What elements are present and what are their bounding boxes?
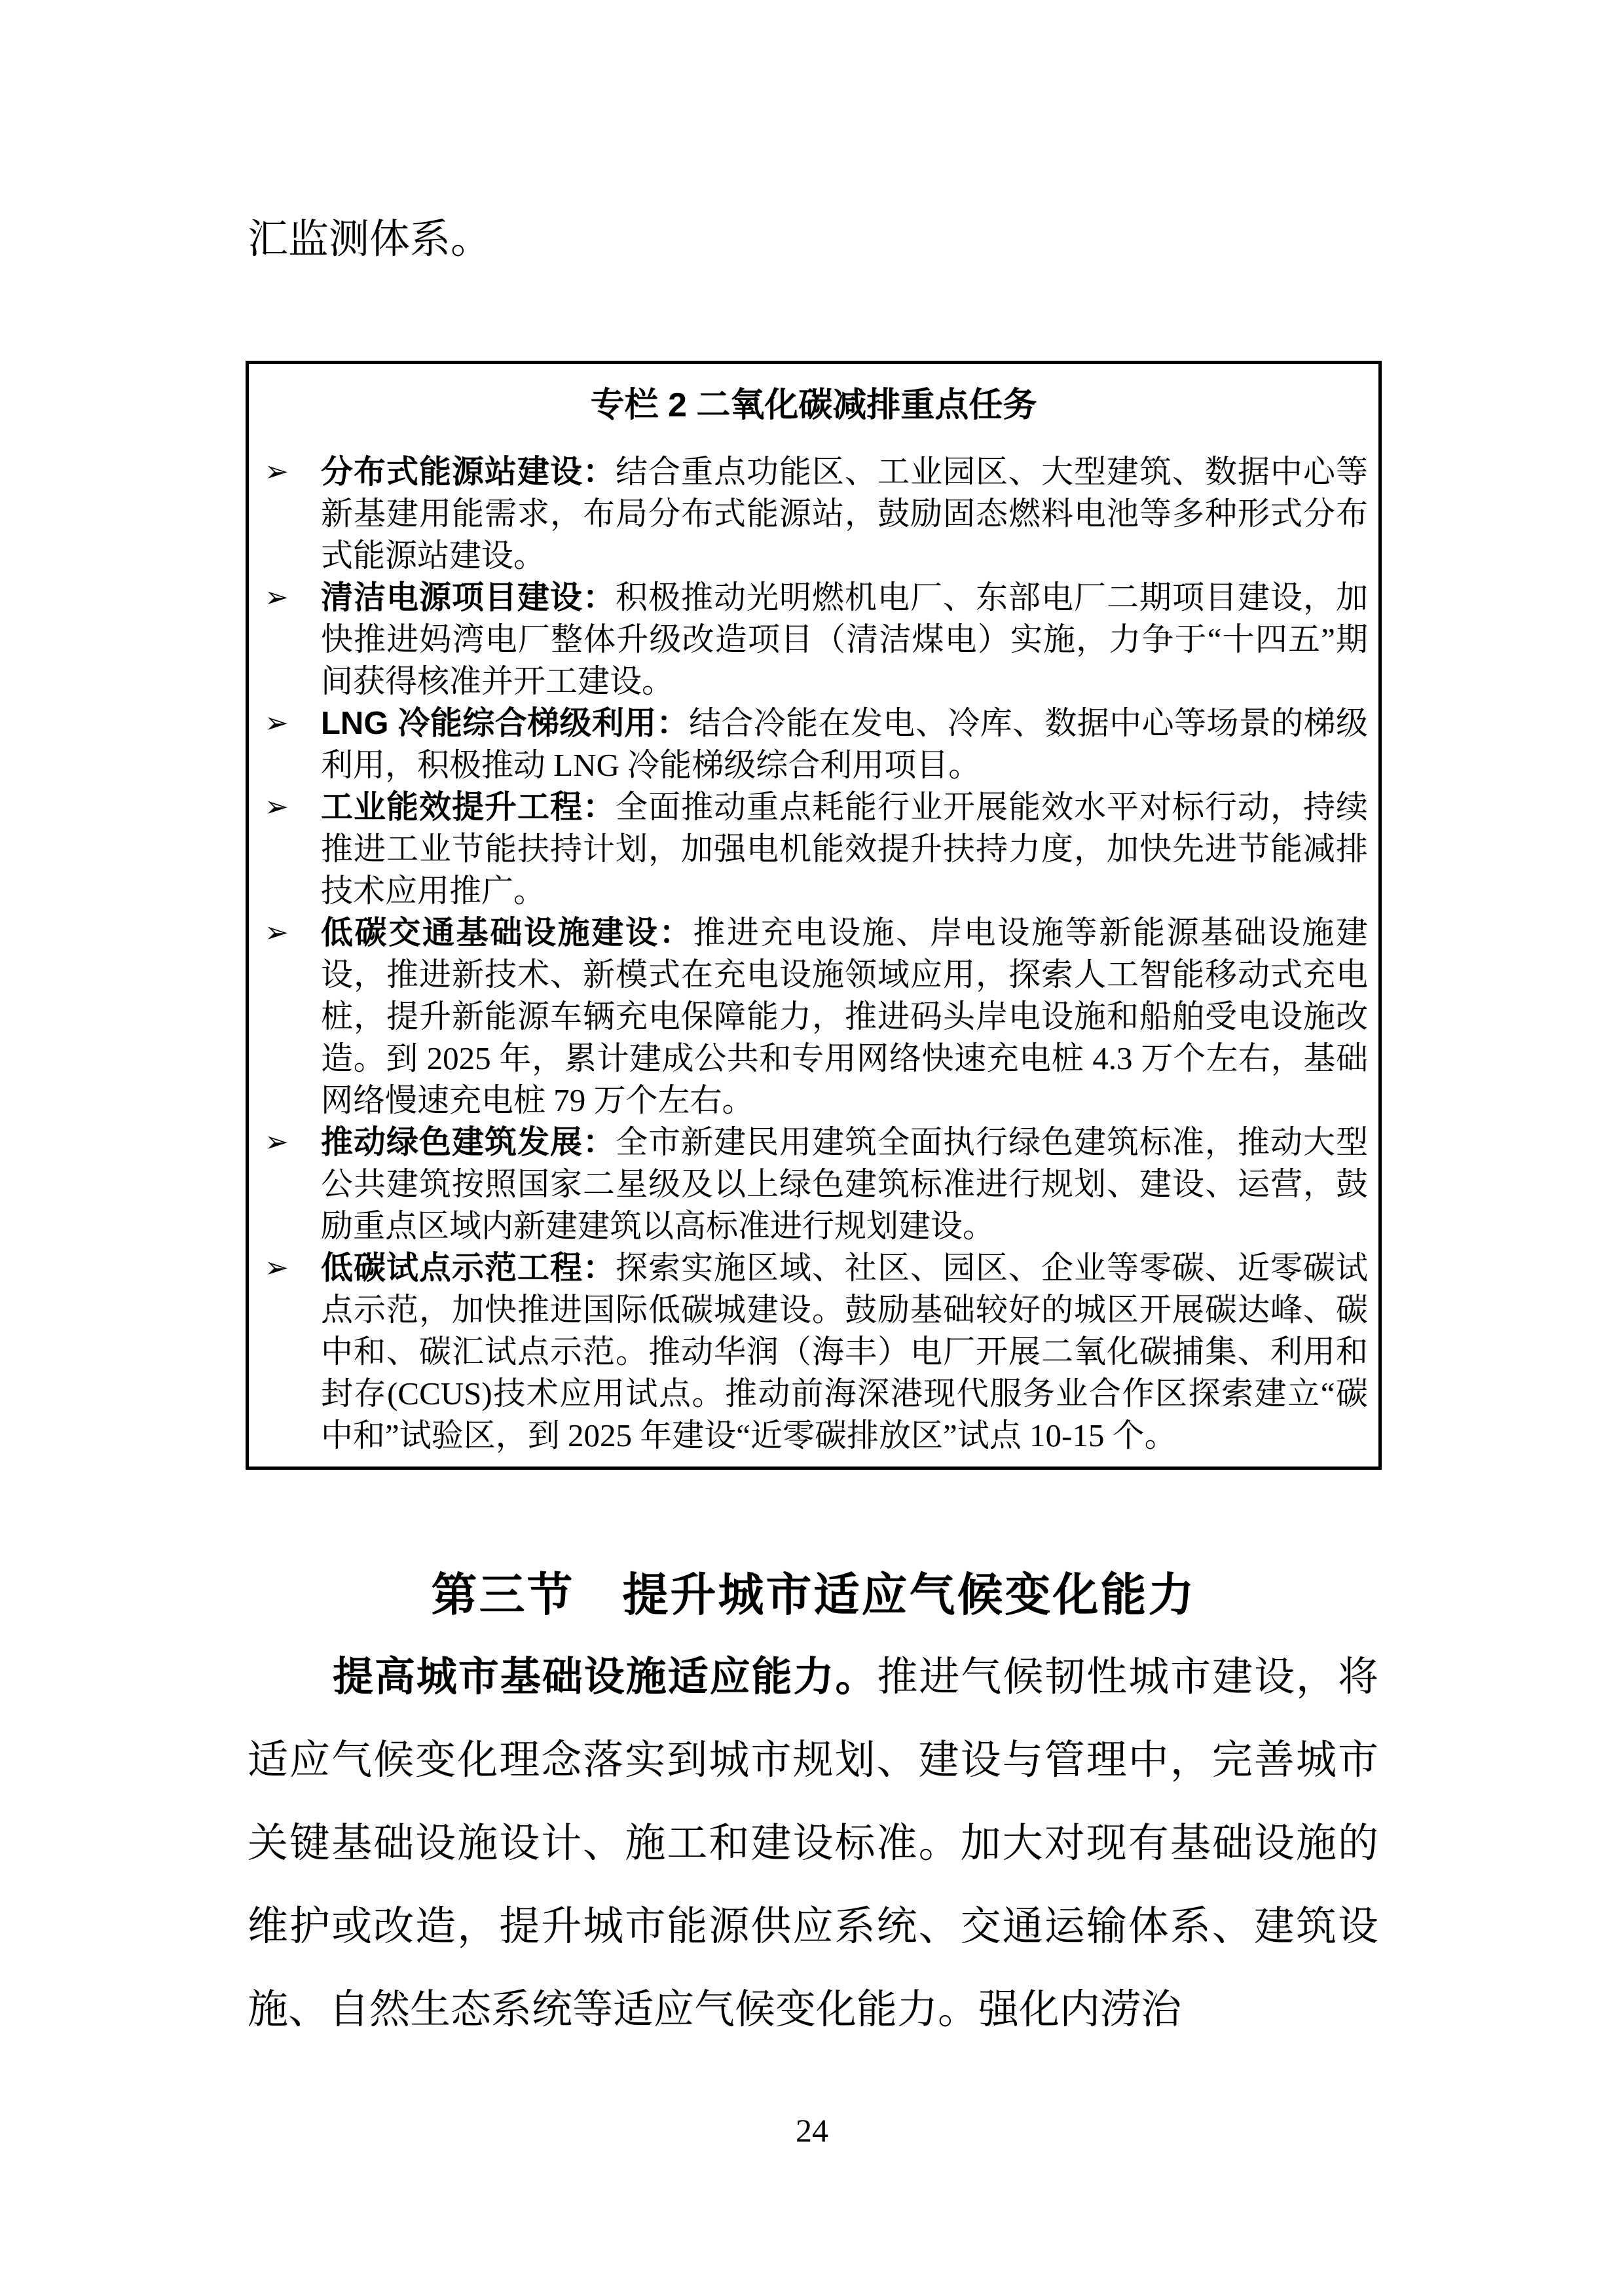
- arrow-bullet-icon: ➢: [265, 581, 289, 614]
- list-item-text: 全市新建民用建筑全面执行绿色建筑标准，推动大型公共建筑按照国家二星级及以上绿色建筑标准进行规划、建设、运营，鼓励重点区域内新建建筑以高标准进行规划建设。: [321, 1124, 1368, 1244]
- body-paragraph-text: 推进气候韧性城市建设，将适应气候变化理念落实到城市规划、建设与管理中，完善城市关键基础设施设计、施工和建设标准。加大对现有基础设施的维护或改造，提升城市能源供应系统、交通运输体系、建筑设施、自然生态系统等适应气候变化能力。强化内涝治: [248, 1655, 1378, 2032]
- list-item-lead: 低碳交通基础设施建设：: [321, 915, 693, 951]
- arrow-bullet-icon: ➢: [265, 1251, 289, 1285]
- list-item-lead: LNG 冷能综合梯级利用：: [321, 706, 690, 741]
- list-item: [249, 1121, 1378, 1247]
- body-paragraph: [248, 1635, 1378, 2052]
- list-item-text: 探索实施区域、社区、园区、企业等零碳、近零碳试点示范，加快推进国际低碳城建设。鼓励基础较好的城区开展碳达峰、碳中和、碳汇试点示范。推动华润（海丰）电厂开展二氧化碳捕集、利用和封存(CCUS)技术应用试点。推动前海深港现代服务业合作区探索建立“碳中和”试验区，到 2025 年建设“近零碳排放区”试点 10-15 个。: [321, 1250, 1368, 1453]
- page-number: 24: [796, 2112, 828, 2149]
- list-item-lead: 推动绿色建筑发展：: [321, 1125, 616, 1160]
- list-item: [249, 577, 1378, 702]
- list-item-lead: 低碳试点示范工程：: [321, 1250, 616, 1286]
- arrow-bullet-icon: ➢: [265, 916, 289, 949]
- list-item: [249, 1247, 1378, 1457]
- list-item-text: 结合冷能在发电、冷库、数据中心等场景的梯级利用，积极推动 LNG 冷能梯级综合利用项目。: [321, 705, 1368, 783]
- column-box-list: [249, 451, 1378, 1457]
- list-item-text: 推进充电设施、岸电设施等新能源基础设施建设，推进新技术、新模式在充电设施领域应用，探索人工智能移动式充电桩，提升新能源车辆充电保障能力，推进码头岸电设施和船舶受电设施改造。到 2025 年，累计建成公共和专用网络快速充电桩 4.3 万个左右，基础网络慢速充电桩 79 万个左右。: [321, 915, 1368, 1118]
- list-item-text: 全面推动重点耗能行业开展能效水平对标行动，持续推进工业节能扶持计划，加强电机能效提升扶持力度，加快先进节能减排技术应用推广。: [321, 789, 1368, 909]
- list-item-lead: 分布式能源站建设：: [321, 454, 616, 490]
- list-item: [249, 912, 1378, 1121]
- top-paragraph: 汇监测体系。: [248, 217, 492, 262]
- arrow-bullet-icon: ➢: [265, 790, 289, 824]
- list-item-lead: 清洁电源项目建设：: [321, 580, 616, 615]
- column-box: [246, 361, 1382, 1470]
- list-item-text: 结合重点功能区、工业园区、大型建筑、数据中心等新基建用能需求，布局分布式能源站，鼓励固态燃料电池等多种形式分布式能源站建设。: [321, 454, 1368, 574]
- list-item: [249, 451, 1378, 577]
- arrow-bullet-icon: ➢: [265, 706, 289, 740]
- column-box-title: 专栏 2 二氧化碳减排重点任务: [590, 386, 1037, 424]
- list-item-text: 积极推动光明燃机电厂、东部电厂二期项目建设，加快推进妈湾电厂整体升级改造项目（清洁煤电）实施，力争于“十四五”期间获得核准并开工建设。: [321, 579, 1368, 699]
- list-item: [249, 702, 1378, 786]
- arrow-bullet-icon: ➢: [265, 455, 289, 488]
- list-item-lead: 工业能效提升工程：: [321, 790, 616, 825]
- arrow-bullet-icon: ➢: [265, 1125, 289, 1159]
- body-paragraph-lead: 提高城市基础设施适应能力。: [333, 1654, 877, 1700]
- list-item: [249, 786, 1378, 912]
- section-heading: 第三节 提升城市适应气候变化能力: [431, 1571, 1196, 1621]
